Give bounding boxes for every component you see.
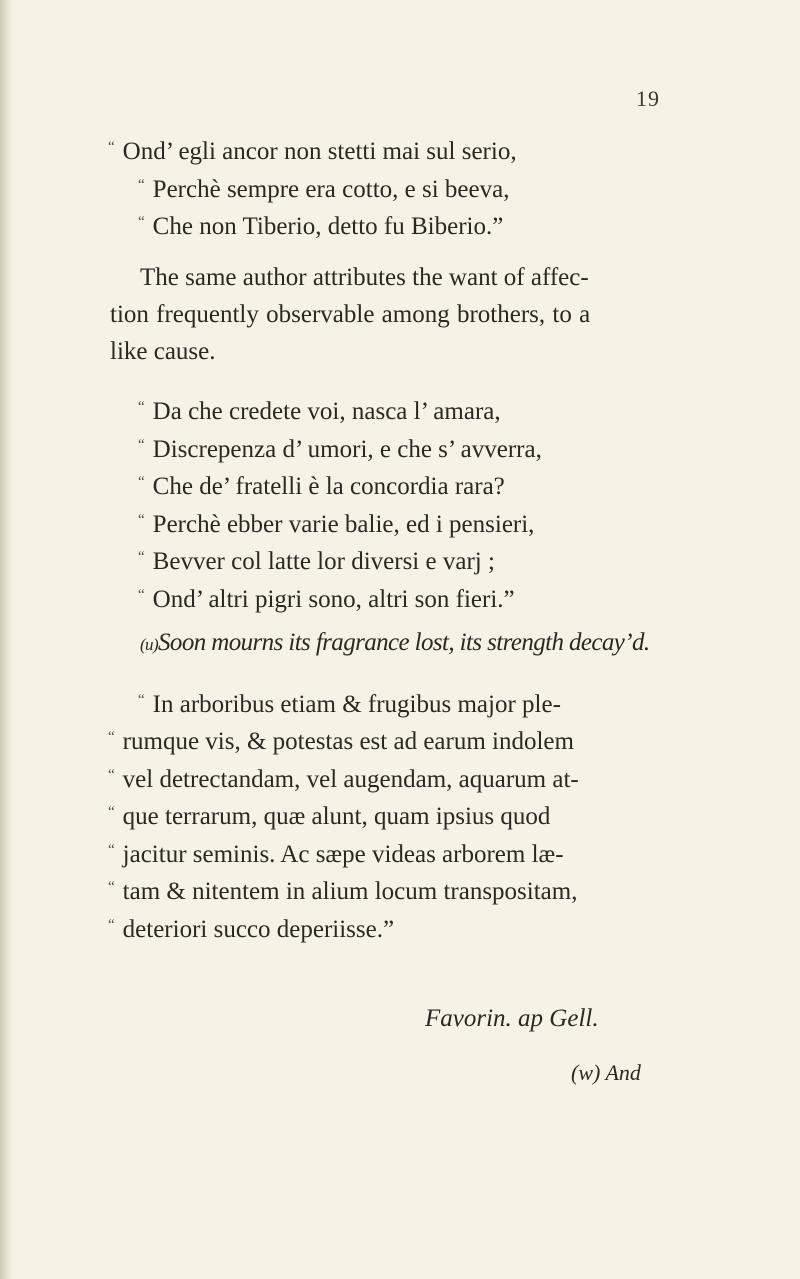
note-heading — [140, 629, 650, 657]
open-quote: “ — [108, 729, 115, 745]
open-quote: “ — [138, 474, 145, 490]
verse-line — [138, 430, 542, 465]
verse-text: Che non Tiberio, detto fu Biberio.” — [152, 213, 504, 240]
verse-text: Perchè ebber varie balie, ed i pensieri, — [152, 511, 535, 538]
latin-line — [108, 910, 394, 945]
verse-line — [138, 467, 505, 502]
latin-text: tam & nitentem in alium locum transpositam, — [122, 878, 578, 905]
latin-line — [108, 722, 574, 757]
open-quote: “ — [138, 587, 145, 603]
latin-text: rumque vis, & potestas est ad earum indolem — [122, 728, 574, 755]
open-quote: “ — [138, 214, 145, 230]
note-heading-text: Soon mourns its fragrance lost, its strength decay’d. — [158, 629, 650, 656]
latin-text: vel detrectandam, vel augendam, aquarum at- — [122, 766, 579, 793]
verse-line — [108, 132, 517, 167]
prose-line: The same author attributes the want of affec- — [140, 264, 589, 291]
verse-text: Ond’ altri pigri sono, altri son fieri.” — [152, 586, 515, 613]
latin-text: In arboribus etiam & frugibus major ple- — [152, 691, 561, 718]
open-quote: “ — [138, 177, 145, 193]
verse-line — [138, 542, 495, 577]
open-quote: “ — [108, 767, 115, 783]
citation: Favorin. ap Gell. — [425, 1005, 599, 1032]
open-quote: “ — [108, 879, 115, 895]
latin-line — [108, 797, 550, 832]
verse-text: Perchè sempre era cotto, e si beeva, — [152, 176, 510, 203]
verse-line — [138, 580, 515, 615]
verse-line — [138, 505, 534, 540]
page-number: 19 — [636, 86, 660, 111]
latin-text: jacitur seminis. Ac sæpe videas arborem læ- — [122, 841, 564, 868]
prose-line: tion frequently observable among brothers, to a — [110, 301, 591, 328]
note-marker: (u) — [140, 635, 159, 654]
latin-text: deteriori succo deperiisse.” — [122, 916, 395, 943]
open-quote: “ — [138, 692, 145, 708]
verse-text: Discrepenza d’ umori, e che s’ avverra, — [152, 436, 542, 463]
latin-line — [108, 835, 564, 870]
catchword — [571, 1060, 641, 1086]
verse-line — [138, 207, 503, 242]
verse-line — [138, 392, 501, 427]
verse-text: Ond’ egli ancor non stetti mai sul serio, — [122, 138, 517, 165]
verse-text: Che de’ fratelli è la concordia rara? — [152, 473, 505, 500]
verse-line — [138, 170, 509, 205]
open-quote: “ — [138, 399, 145, 415]
latin-line — [108, 872, 577, 907]
latin-text: que terrarum, quæ alunt, quam ipsius quod — [122, 803, 551, 830]
open-quote: “ — [108, 917, 115, 933]
latin-line — [138, 685, 561, 720]
open-quote: “ — [108, 804, 115, 820]
catchword-word: And — [605, 1060, 641, 1085]
open-quote: “ — [138, 437, 145, 453]
catchword-marker: (w) — [571, 1060, 601, 1085]
open-quote: “ — [108, 139, 115, 155]
open-quote: “ — [108, 842, 115, 858]
latin-line — [108, 760, 579, 795]
open-quote: “ — [138, 512, 145, 528]
verse-text: Da che credete voi, nasca l’ amara, — [152, 398, 501, 425]
verse-text: Bevver col latte lor diversi e varj ; — [152, 548, 495, 575]
open-quote: “ — [138, 549, 145, 565]
binding-gutter — [0, 0, 14, 1279]
prose-line: like cause. — [110, 338, 216, 365]
